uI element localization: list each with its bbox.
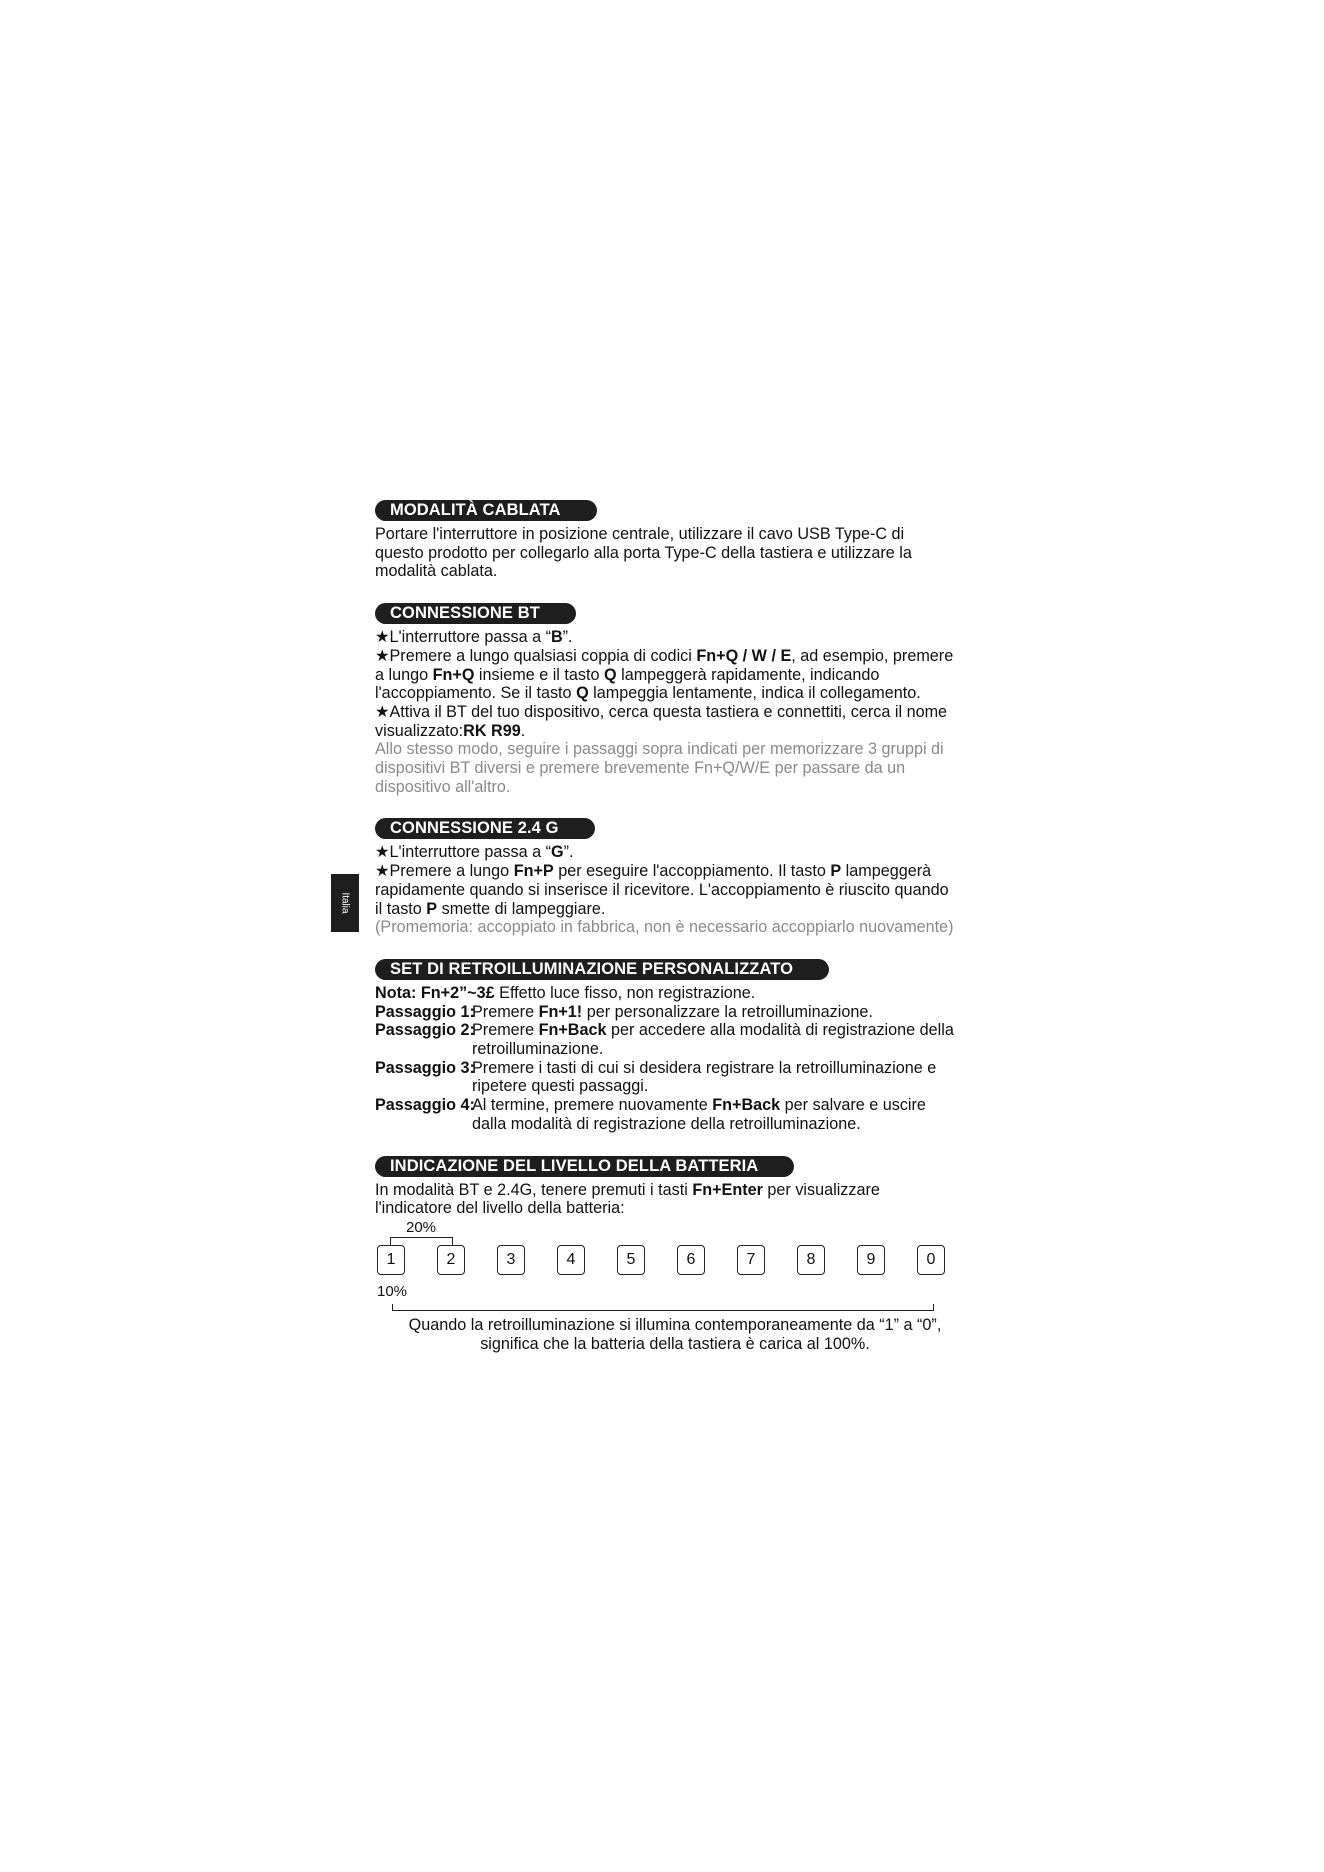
battery-caption	[375, 1316, 975, 1353]
key-6: 6	[677, 1245, 705, 1275]
key-3: 3	[497, 1245, 525, 1275]
section-backlight	[375, 959, 955, 1134]
backlight-step-1: Passaggio 1: Premere Fn+1! per personalizzare la retroilluminazione.	[375, 1002, 873, 1021]
g24-note: (Promemoria: accoppiato in fabbrica, non è necessario accoppiarlo nuovamente)	[375, 918, 954, 937]
bracket-20-percent	[390, 1237, 453, 1245]
backlight-note: Nota: Fn+2”~3£ Effetto luce fisso, non registrazione.	[375, 983, 756, 1002]
key-8: 8	[797, 1245, 825, 1275]
backlight-step-3: Passaggio 3: Premere i tasti di cui si desidera registrare la retroilluminazione e ripetere questi passaggi.	[375, 1058, 937, 1096]
key-4: 4	[557, 1245, 585, 1275]
bt-line-3: ★Attiva il BT del tuo dispositivo, cerca questa tastiera e connettiti, cerca il nome visualizzato:RK R99.	[375, 702, 948, 740]
battery-caption-line-2: significa che la batteria della tastiera è carica al 100%.	[480, 1334, 870, 1353]
battery-diagram	[375, 1218, 955, 1357]
bt-note: Allo stesso modo, seguire i passaggi sopra indicati per memorizzare 3 gruppi di dispositivi BT diversi e premere brevemente Fn+Q/W/E per passare da un dispositivo all'altro.	[375, 740, 944, 796]
backlight-step-4: Passaggio 4: Al termine, premere nuovamente Fn+Back per salvare e uscire dalla modalità di registrazione della retroilluminazione.	[375, 1096, 926, 1133]
section-title-battery: INDICAZIONE DEL LIVELLO DELLA BATTERIA	[375, 1156, 794, 1177]
manual-content	[375, 500, 955, 1379]
language-side-tab-label: Italia	[339, 892, 351, 914]
section-title-backlight: SET DI RETROILLUMINAZIONE PERSONALIZZATO	[375, 959, 829, 980]
g24-line-2: ★Premere a lungo Fn+P per eseguire l'accoppiamento. Il tasto P lampeggerà rapidamente quando si inserisce il ricevitore. L'accoppiamento è riuscito quando il tasto P smette di lampeggiare.	[375, 862, 949, 918]
section-24g	[375, 818, 955, 937]
section-wired	[375, 500, 955, 581]
key-7: 7	[737, 1245, 765, 1275]
section-bt	[375, 603, 955, 796]
label-10-percent: 10%	[377, 1282, 408, 1300]
bracket-100-percent	[392, 1304, 934, 1311]
key-9: 9	[857, 1245, 885, 1275]
key-5: 5	[617, 1245, 645, 1275]
key-row	[377, 1245, 951, 1279]
wired-body: Portare l'interruttore in posizione centrale, utilizzare il cavo USB Type-C di questo prodotto per collegarlo alla porta Type-C della tastiera e utilizzare la modalità cablata.	[375, 525, 912, 581]
key-2: 2	[437, 1245, 465, 1275]
bt-line-2: ★Premere a lungo qualsiasi coppia di codici Fn+Q / W / E, ad esempio, premere a lungo Fn+Q insieme e il tasto Q lampeggerà rapidamente, indicando l'accoppiamento. Se il tasto Q lampeggia lentamente, indica il collegamento.	[375, 646, 954, 703]
section-title-bt: CONNESSIONE BT	[375, 603, 576, 624]
g24-line-1: ★L'interruttore passa a “G”.	[375, 843, 574, 862]
section-battery	[375, 1156, 955, 1357]
battery-caption-line-1: Quando la retroilluminazione si illumina contemporaneamente da “1” a “0”,	[408, 1315, 942, 1334]
battery-intro: In modalità BT e 2.4G, tenere premuti i tasti Fn+Enter per visualizzare l'indicatore del livello della batteria:	[375, 1180, 880, 1218]
label-20-percent: 20%	[406, 1218, 437, 1236]
section-title-24g: CONNESSIONE 2.4 G	[375, 818, 595, 839]
backlight-step-2: Passaggio 2: Premere Fn+Back per accedere alla modalità di registrazione della retroilluminazione.	[375, 1021, 954, 1059]
section-title-wired: MODALITÀ CABLATA	[375, 500, 597, 521]
key-1: 1	[377, 1245, 405, 1275]
bt-line-1: ★L'interruttore passa a “B”.	[375, 628, 573, 647]
key-0: 0	[917, 1245, 945, 1275]
language-side-tab	[331, 874, 359, 932]
